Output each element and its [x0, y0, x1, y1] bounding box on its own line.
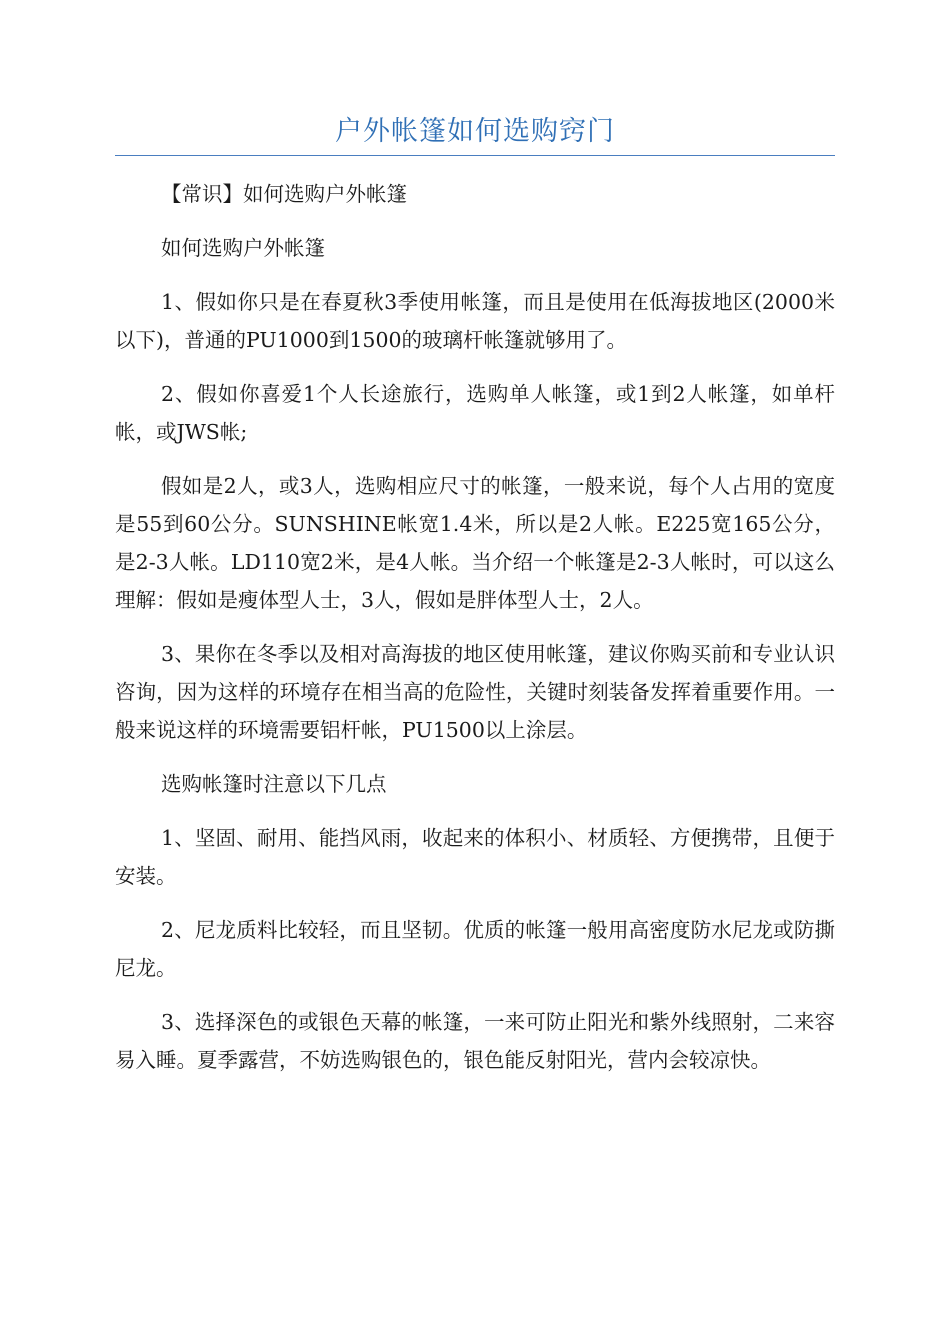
title-underline: [115, 155, 835, 156]
paragraph-tip-2-detail: 假如是2人，或3人，选购相应尺寸的帐篷，一般来说，每个人占用的宽度是55到60公分。SUNSHINE帐宽1.4米，所以是2人帐。E225宽165公分，是2-3人帐。LD110宽2米，是4人帐。当介绍一个帐篷是2-3人帐时，可以这么理解：假如是瘦体型人士，3人，假如是胖体型人士，2人。: [115, 474, 835, 612]
document-body: [115, 175, 835, 1095]
paragraph-note-1: 1、坚固、耐用、能挡风雨，收起来的体积小、材质轻、方便携带，且便于安装。: [115, 826, 835, 888]
paragraph-tip-2: 2、假如你喜爱1个人长途旅行，选购单人帐篷，或1到2人帐篷，如单杆帐，或JWS帐;: [115, 382, 835, 444]
paragraph-tip-1: 1、假如你只是在春夏秋3季使用帐篷，而且是使用在低海拔地区(2000米以下)，普通的PU1000到1500的玻璃杆帐篷就够用了。: [115, 290, 835, 352]
document-title: 户外帐篷如何选购窍门: [335, 116, 615, 147]
paragraph-section-heading: 【常识】如何选购户外帐篷: [161, 182, 407, 206]
paragraph-note-3: 3、选择深色的或银色天幕的帐篷，一来可防止阳光和紫外线照射，二来容易入睡。夏季露营，不妨选购银色的，银色能反射阳光，营内会较凉快。: [115, 1010, 835, 1072]
paragraph-subheading: 如何选购户外帐篷: [161, 236, 325, 260]
paragraph-note-2: 2、尼龙质料比较轻，而且坚韧。优质的帐篷一般用高密度防水尼龙或防撕尼龙。: [115, 918, 835, 980]
paragraph-notes-heading: 选购帐篷时注意以下几点: [161, 772, 387, 796]
paragraph-tip-3: 3、果你在冬季以及相对高海拔的地区使用帐篷，建议你购买前和专业认识咨询，因为这样的环境存在相当高的危险性，关键时刻装备发挥着重要作用。一般来说这样的环境需要铝杆帐，PU1500以上涂层。: [115, 642, 835, 742]
